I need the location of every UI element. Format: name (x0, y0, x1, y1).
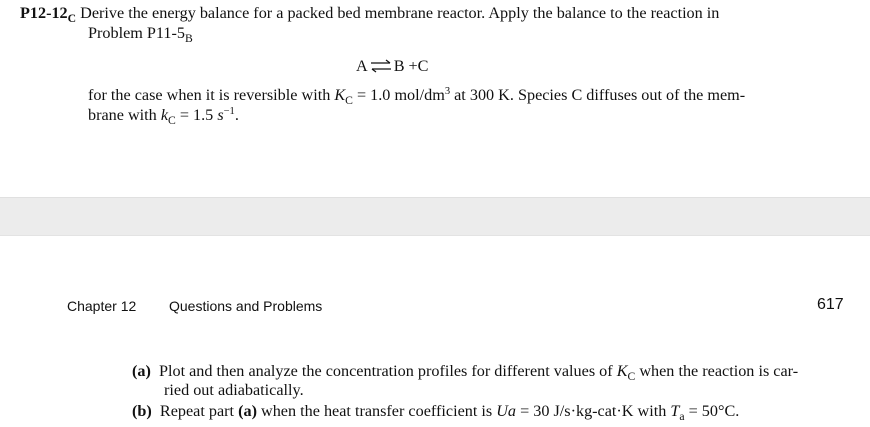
section-title: Questions and Problems (169, 298, 323, 314)
problem-text-line1: Derive the energy balance for a packed bed membrane reactor. Apply the balance to the reaction in (80, 4, 720, 22)
list-item-a-continued: ried out adiabatically. (164, 381, 304, 399)
item-label-a: (a) (132, 362, 151, 380)
chapter-label: Chapter 12 (67, 298, 137, 314)
reactant: A (356, 57, 368, 75)
products: B +C (393, 57, 429, 75)
page-number: 617 (817, 296, 844, 313)
page-break-band (0, 197, 870, 236)
item-label-b: (b) (132, 402, 152, 420)
list-item-b: (b) Repeat part (a) when the heat transfer coefficient is Ua = 30 J/s·kg-cat·K with $T_a = 50^\circ C$. (132, 402, 740, 424)
paragraph-line2: brane with $k_C = 1.5$ $s^{-1}$. (88, 105, 239, 127)
equilibrium-arrow-icon (370, 59, 392, 73)
paragraph-line1: for the case when it is reversible with $K_C = 1.0$ mol/$dm^3$ at 300 K. Species C diffuses out of the mem- (88, 85, 746, 107)
problem-text-line2: Problem $P11-5_B$ (88, 24, 193, 46)
problem-label: $P12-12_C$ (20, 4, 77, 26)
reaction-equation (356, 56, 428, 76)
list-item-a: (a) Plot and then analyze the concentration profiles for different values of $K_C$ when the reaction is car- (132, 362, 799, 384)
